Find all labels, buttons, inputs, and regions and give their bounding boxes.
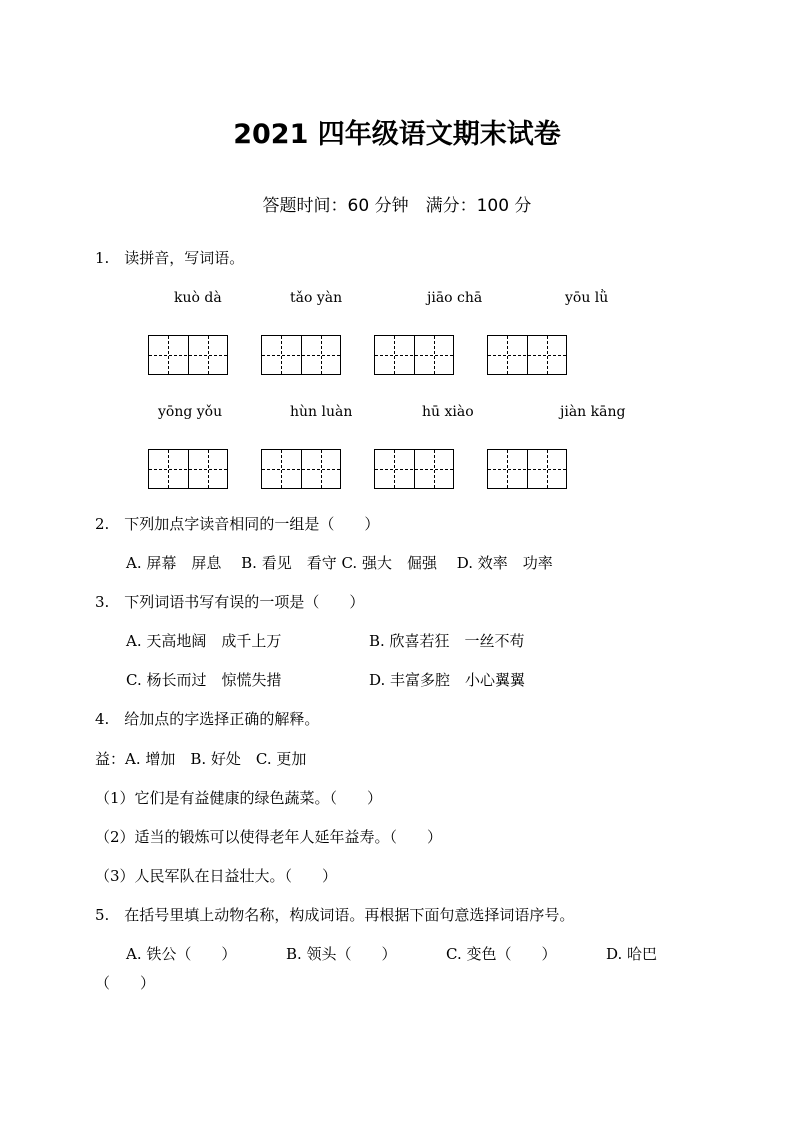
q2-options: A. 屏幕 屏息 B. 看见 看守 C. 强大 倔强 D. 效率 功率 (126, 554, 553, 572)
page-title: 2021 四年级语文期末试卷 (233, 119, 561, 150)
q1-pinyin-4: yōu lǜ (565, 290, 609, 306)
q1-stem: 1. 读拼音，写词语。 (95, 249, 245, 267)
writing-grid[interactable] (374, 335, 454, 375)
q4-meanings: 益：A. 增加 B. 好处 C. 更加 (95, 750, 307, 768)
q1-pinyin-8: jiàn kāng (560, 404, 626, 420)
q1-pinyin-3: jiāo chā (427, 290, 483, 306)
q5-option-c: C. 变色（ ） (446, 945, 557, 963)
q5-stem: 5. 在括号里填上动物名称，构成词语。再根据下面句意选择词语序号。 (95, 906, 575, 924)
q4-stem: 4. 给加点的字选择正确的解释。 (95, 710, 320, 728)
writing-grid[interactable] (487, 335, 567, 375)
q3-option-d: D. 丰富多腔 小心翼翼 (369, 671, 526, 689)
q1-pinyin-1: kuò dà (174, 290, 222, 306)
exam-info: 答题时间：60 分钟 满分：100 分 (262, 196, 532, 216)
q3-option-b: B. 欣喜若狂 一丝不苟 (369, 632, 525, 650)
q4-sentence-3: （3）人民军队在日益壮大。（ ） (95, 867, 338, 885)
q3-option-a: A. 天高地阔 成千上万 (126, 632, 282, 650)
q5-option-d: D. 哈巴 (606, 945, 658, 963)
q1-pinyin-6: hùn luàn (290, 404, 353, 420)
writing-grid[interactable] (487, 449, 567, 489)
q4-sentence-2: （2）适当的锻炼可以使得老年人延年益寿。（ ） (95, 828, 443, 846)
q5-option-b: B. 领头（ ） (286, 945, 397, 963)
q5-option-a: A. 铁公（ ） (126, 945, 237, 963)
q4-sentence-1: （1）它们是有益健康的绿色蔬菜。（ ） (95, 789, 383, 807)
q1-pinyin-2: tǎo yàn (290, 290, 343, 306)
writing-grid[interactable] (261, 335, 341, 375)
q2-stem: 2. 下列加点字读音相同的一组是（ ） (95, 515, 380, 533)
q3-option-c: C. 杨长而过 惊慌失措 (126, 671, 282, 689)
writing-grid[interactable] (261, 449, 341, 489)
writing-grid[interactable] (374, 449, 454, 489)
writing-grid[interactable] (148, 335, 228, 375)
q3-stem: 3. 下列词语书写有误的一项是（ ） (95, 593, 365, 611)
writing-grid[interactable] (148, 449, 228, 489)
q5-option-d-blank: （ ） (95, 974, 156, 992)
q1-pinyin-7: hū xiào (422, 404, 474, 420)
q1-pinyin-5: yōng yǒu (158, 404, 223, 420)
